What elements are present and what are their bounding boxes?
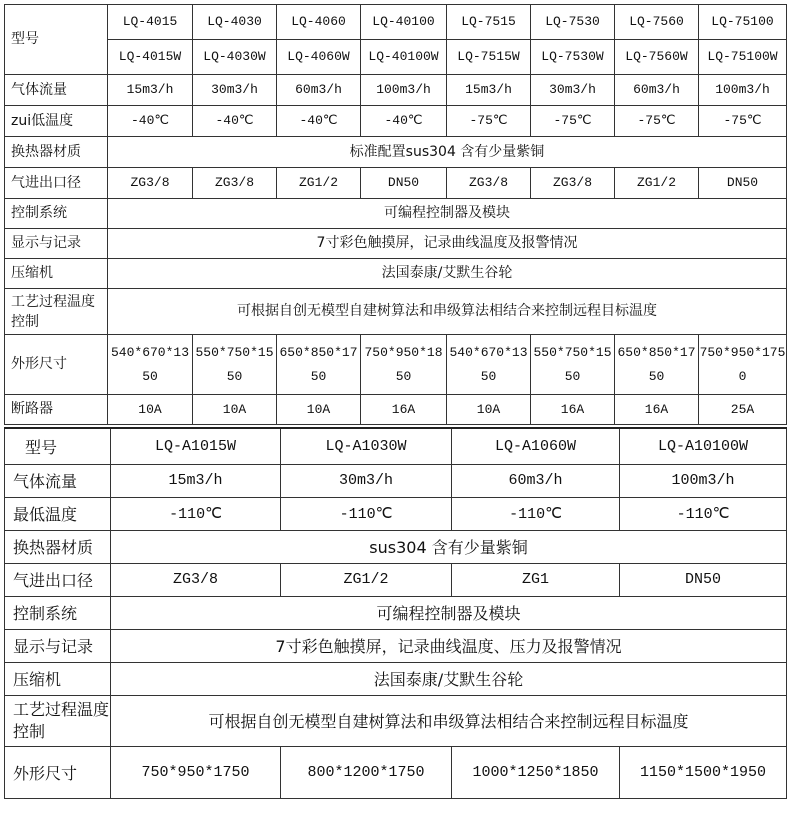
display-label: 显示与记录 bbox=[5, 229, 108, 259]
flow-cell: 30m3/h bbox=[281, 464, 452, 497]
model-cell: LQ-7515W bbox=[447, 40, 531, 75]
model-cell: LQ-4015W bbox=[108, 40, 193, 75]
model-cell: LQ-7515 bbox=[447, 5, 531, 40]
model-cell: LQ-4015 bbox=[108, 5, 193, 40]
size-cell: 550*750*1550 bbox=[193, 335, 277, 395]
port-cell: ZG1/2 bbox=[281, 563, 452, 596]
exchanger-value: 标准配置sus304 含有少量紫铜 bbox=[108, 137, 787, 168]
size-cell: 650*850*1750 bbox=[277, 335, 361, 395]
flow-cell: 15m3/h bbox=[447, 75, 531, 106]
port-cell: ZG1/2 bbox=[615, 168, 699, 199]
model-cell: LQ-4030 bbox=[193, 5, 277, 40]
breaker-cell: 16A bbox=[531, 395, 615, 425]
breaker-cell: 10A bbox=[447, 395, 531, 425]
min-temp-cell: -110℃ bbox=[111, 497, 281, 530]
size-cell: 540*670*1350 bbox=[447, 335, 531, 395]
size-cell: 1000*1250*1850 bbox=[452, 746, 620, 798]
port-cell: DN50 bbox=[699, 168, 787, 199]
model-row-1 bbox=[5, 5, 787, 40]
breaker-cell: 16A bbox=[615, 395, 699, 425]
process-label: 工艺过程温度控制 bbox=[5, 695, 111, 746]
model-cell: LQ-4060 bbox=[277, 5, 361, 40]
flow-cell: 30m3/h bbox=[193, 75, 277, 106]
flow-cell: 30m3/h bbox=[531, 75, 615, 106]
compressor-label: 压缩机 bbox=[5, 662, 111, 695]
process-label: 工艺过程温度控制 bbox=[5, 289, 108, 335]
size-cell: 650*850*1750 bbox=[615, 335, 699, 395]
size-cell: 800*1200*1750 bbox=[281, 746, 452, 798]
display-row bbox=[5, 629, 787, 662]
min-temp-cell: -40℃ bbox=[277, 106, 361, 137]
control-label: 控制系统 bbox=[5, 596, 111, 629]
min-temp-cell: -40℃ bbox=[361, 106, 447, 137]
port-cell: ZG3/8 bbox=[531, 168, 615, 199]
flow-cell: 100m3/h bbox=[699, 75, 787, 106]
min-temp-cell: -75℃ bbox=[531, 106, 615, 137]
model-row bbox=[5, 428, 787, 464]
size-cell: 540*670*1350 bbox=[108, 335, 193, 395]
exchanger-row bbox=[5, 137, 787, 168]
model-cell: LQ-75100W bbox=[699, 40, 787, 75]
model-cell: LQ-4060W bbox=[277, 40, 361, 75]
min-temp-cell: -110℃ bbox=[452, 497, 620, 530]
spec-table-lq-40-75 bbox=[4, 4, 787, 425]
port-cell: ZG1 bbox=[452, 563, 620, 596]
control-row bbox=[5, 199, 787, 229]
model-label: 型号 bbox=[5, 428, 111, 464]
size-row bbox=[5, 746, 787, 798]
model-cell: LQ-7530W bbox=[531, 40, 615, 75]
flow-cell: 15m3/h bbox=[111, 464, 281, 497]
model-label: 型号 bbox=[5, 5, 108, 75]
flow-cell: 100m3/h bbox=[620, 464, 787, 497]
flow-row bbox=[5, 75, 787, 106]
min-temp-cell: -75℃ bbox=[615, 106, 699, 137]
model-row-2 bbox=[5, 40, 787, 75]
flow-cell: 60m3/h bbox=[277, 75, 361, 106]
compressor-row bbox=[5, 662, 787, 695]
model-cell: LQ-A1015W bbox=[111, 428, 281, 464]
process-value: 可根据自创无模型自建树算法和串级算法相结合来控制远程目标温度 bbox=[111, 695, 787, 746]
port-label: 气进出口径 bbox=[5, 168, 108, 199]
display-label: 显示与记录 bbox=[5, 629, 111, 662]
port-cell: ZG3/8 bbox=[111, 563, 281, 596]
port-cell: DN50 bbox=[620, 563, 787, 596]
model-cell: LQ-4030W bbox=[193, 40, 277, 75]
display-value: 7寸彩色触摸屏，记录曲线温度及报警情况 bbox=[108, 229, 787, 259]
flow-label: 气体流量 bbox=[5, 464, 111, 497]
display-value: 7寸彩色触摸屏，记录曲线温度、压力及报警情况 bbox=[111, 629, 787, 662]
model-cell: LQ-7560W bbox=[615, 40, 699, 75]
min-temp-row bbox=[5, 106, 787, 137]
min-temp-cell: -110℃ bbox=[620, 497, 787, 530]
port-cell: ZG3/8 bbox=[108, 168, 193, 199]
breaker-cell: 10A bbox=[193, 395, 277, 425]
flow-cell: 60m3/h bbox=[615, 75, 699, 106]
exchanger-row bbox=[5, 530, 787, 563]
breaker-cell: 16A bbox=[361, 395, 447, 425]
compressor-label: 压缩机 bbox=[5, 259, 108, 289]
spec-table-lq-a10 bbox=[4, 427, 787, 799]
size-label: 外形尺寸 bbox=[5, 746, 111, 798]
flow-row bbox=[5, 464, 787, 497]
breaker-cell: 10A bbox=[277, 395, 361, 425]
min-temp-cell: -110℃ bbox=[281, 497, 452, 530]
model-cell: LQ-7530 bbox=[531, 5, 615, 40]
min-temp-cell: -75℃ bbox=[699, 106, 787, 137]
model-cell: LQ-7560 bbox=[615, 5, 699, 40]
exchanger-label: 换热器材质 bbox=[5, 137, 108, 168]
model-cell: LQ-40100W bbox=[361, 40, 447, 75]
port-cell: ZG3/8 bbox=[447, 168, 531, 199]
control-value: 可编程控制器及模块 bbox=[111, 596, 787, 629]
size-cell: 750*950*1750 bbox=[111, 746, 281, 798]
breaker-cell: 25A bbox=[699, 395, 787, 425]
exchanger-value: sus304 含有少量紫铜 bbox=[111, 530, 787, 563]
display-row bbox=[5, 229, 787, 259]
model-cell: LQ-40100 bbox=[361, 5, 447, 40]
model-cell: LQ-A1030W bbox=[281, 428, 452, 464]
port-row bbox=[5, 563, 787, 596]
process-row bbox=[5, 695, 787, 746]
compressor-value: 法国泰康/艾默生谷轮 bbox=[111, 662, 787, 695]
port-label: 气进出口径 bbox=[5, 563, 111, 596]
control-value: 可编程控制器及模块 bbox=[108, 199, 787, 229]
control-label: 控制系统 bbox=[5, 199, 108, 229]
breaker-cell: 10A bbox=[108, 395, 193, 425]
size-cell: 750*950*1850 bbox=[361, 335, 447, 395]
model-cell: LQ-75100 bbox=[699, 5, 787, 40]
model-cell: LQ-A10100W bbox=[620, 428, 787, 464]
process-value: 可根据自创无模型自建树算法和串级算法相结合来控制远程目标温度 bbox=[108, 289, 787, 335]
breaker-label: 断路器 bbox=[5, 395, 108, 425]
compressor-row bbox=[5, 259, 787, 289]
min-temp-cell: -40℃ bbox=[108, 106, 193, 137]
min-temp-label: 最低温度 bbox=[5, 497, 111, 530]
size-cell: 1150*1500*1950 bbox=[620, 746, 787, 798]
flow-cell: 15m3/h bbox=[108, 75, 193, 106]
port-row bbox=[5, 168, 787, 199]
exchanger-label: 换热器材质 bbox=[5, 530, 111, 563]
flow-cell: 60m3/h bbox=[452, 464, 620, 497]
flow-label: 气体流量 bbox=[5, 75, 108, 106]
process-row bbox=[5, 289, 787, 335]
model-cell: LQ-A1060W bbox=[452, 428, 620, 464]
port-cell: ZG1/2 bbox=[277, 168, 361, 199]
size-cell: 750*950*1750 bbox=[699, 335, 787, 395]
min-temp-label: zui低温度 bbox=[5, 106, 108, 137]
flow-cell: 100m3/h bbox=[361, 75, 447, 106]
port-cell: ZG3/8 bbox=[193, 168, 277, 199]
size-row bbox=[5, 335, 787, 395]
min-temp-cell: -40℃ bbox=[193, 106, 277, 137]
port-cell: DN50 bbox=[361, 168, 447, 199]
breaker-row bbox=[5, 395, 787, 425]
compressor-value: 法国泰康/艾默生谷轮 bbox=[108, 259, 787, 289]
min-temp-row bbox=[5, 497, 787, 530]
size-cell: 550*750*1550 bbox=[531, 335, 615, 395]
size-label: 外形尺寸 bbox=[5, 335, 108, 395]
min-temp-cell: -75℃ bbox=[447, 106, 531, 137]
control-row bbox=[5, 596, 787, 629]
